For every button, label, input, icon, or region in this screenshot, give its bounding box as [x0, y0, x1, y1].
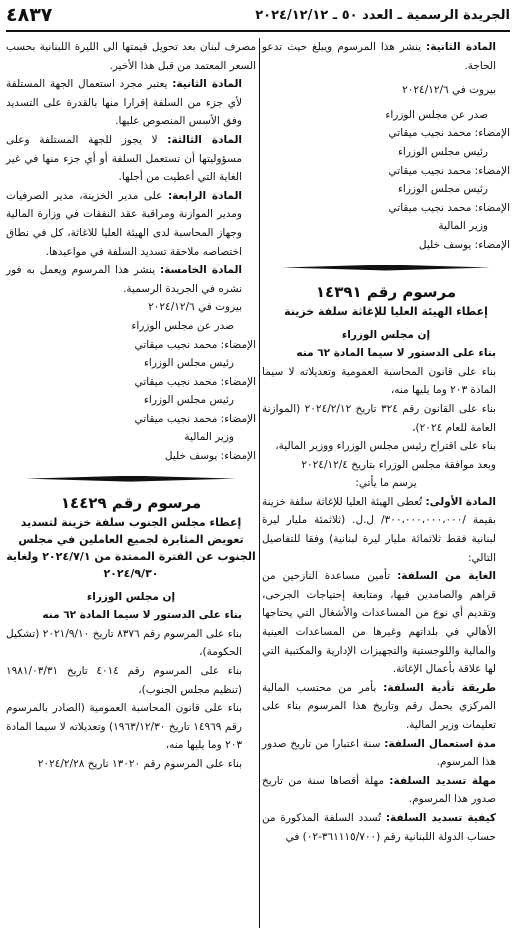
legal-basis: بناء على اقتراح رئيس مجلس الوزراء ووزير المالية،: [275, 440, 496, 453]
signature: الإمضاء: يوسف خليل: [164, 450, 256, 463]
signature: الإمضاء: محمد نجيب ميقاتي: [134, 412, 256, 425]
signature: الإمضاء: محمد نجيب ميقاتي: [388, 201, 510, 214]
clause-label: مدة استعمال السلفة:: [384, 737, 496, 750]
decree-title: إعطاء مجلس الجنوب سلفة خزينة لتسديد تعويض المثابرة لجميع العاملين في مجلس الجنوب عن الفترة الممتدة من ٢٠٢٤/٧/١ ولغاية ٢٠٢٤/٩/٣٠: [6, 515, 256, 580]
right-column: [262, 38, 510, 846]
page-header: [6, 4, 510, 32]
section-divider: [6, 470, 256, 488]
signatory-title: وزير المالية: [184, 431, 234, 444]
legal-basis: بناء على الدستور لا سيما المادة ٦٢ منه: [42, 609, 242, 622]
date-line: بيروت في ٢٠٢٤/١٢/٦: [402, 84, 496, 97]
article-label: المادة الثانية:: [426, 41, 496, 53]
article-text: يعتبر مجرد استعمال الجهة المستلفة لأي جزء من السلفة إقرارا منها بالقدرة على التسديد وفق الأسس المنصوص عليها.: [6, 78, 242, 128]
date-line: بيروت في ٢٠٢٤/١٢/٦: [148, 301, 242, 314]
article-text: ينشر هذا المرسوم ويعمل به فور نشره في الجريدة الرسمية.: [6, 264, 242, 295]
clause-text: تأمين مساعدة النازحين من قراهم والصامدين فيها، ومتابعة إحتياجات الجرحى، وتقديم أي نوع من المساعدات والأشغال التي يحتاجها الأهالي في بلداتهم وغيرها من المساعدات العينية والمالية واللوجستية والتجهيزات الإدارية والمكتبية التي لها علاقة بأعمال الإغاثة.: [262, 570, 496, 676]
article-label: المادة الأولى:: [425, 495, 496, 508]
clause-label: مهلة تسديد السلفة:: [389, 774, 496, 787]
left-column: [6, 38, 256, 774]
article-two-body: ينشر هذا المرسوم ويبلغ حيث تدعو الحاجة.: [262, 41, 496, 72]
clause-label: الغاية من السلفة:: [397, 570, 496, 583]
signatory-title: رئيس مجلس الوزراء: [143, 357, 234, 370]
council-heading: إن مجلس الوزراء: [86, 590, 176, 603]
legal-basis: وبعد موافقة مجلس الوزراء بتاريخ ٢٠٢٤/١٢/٤: [301, 458, 496, 471]
legal-basis: بناء على المرسوم رقم ١٣٠٢٠ تاريخ ٢٠٢٤/٢/٢٨: [37, 758, 242, 770]
signature: الإمضاء: محمد نجيب ميقاتي: [134, 375, 256, 388]
section-divider: [262, 259, 510, 277]
paragraph: مصرف لبنان بعد تحويل قيمتها الى الليرة اللبنانية بحسب السعر المعتمد من قبل هذا الأخير.: [6, 41, 256, 72]
article-label: المادة الثانية:: [172, 78, 242, 91]
clause-text: سنة اعتبارا من تاريخ صدور هذا المرسوم.: [262, 737, 496, 769]
gazette-title: الجريدة الرسمية ـ العدد ٥٠ ـ ٢٠٢٤/١٢/١٢: [255, 8, 510, 23]
clause-text: تُسدد السلفة المذكورة من حساب الدولة اللبنانية رقم (٣٦١١١٥/٧٠٠-٠٢) في: [262, 811, 496, 843]
signature: الإمضاء: محمد نجيب ميقاتي: [388, 127, 510, 140]
legal-basis: بناء على القانون رقم ٣٢٤ تاريخ ٢٠٢٤/٢/١٢ (الموازنة العامة للعام ٢٠٢٤)،: [262, 402, 496, 434]
signatory-title: رئيس مجلس الوزراء: [143, 394, 234, 407]
article-label: المادة الخامسة:: [159, 264, 242, 277]
article-text: على مدير الخزينة، مدير الصرفيات ومدير الموازنة ومراقبة عقد النفقات في وزارة المالية وجهاز المحاسبة لدى الهيئة العليا للاغاثة، كل في نطاق اختصاصه ملاحقة تسديد السلفة في مواعيدها.: [6, 189, 242, 258]
legal-basis: بناء على الدستور لا سيما المادة ٦٢ منه: [296, 347, 496, 360]
signatory-title: رئيس مجلس الوزراء: [397, 183, 488, 196]
page-number: ٤٨٣٧: [6, 4, 53, 26]
issued-line: صدر عن مجلس الوزراء: [131, 319, 234, 332]
legal-basis: بناء على قانون المحاسبة العمومية وتعديلاته لا سيما المادة ٢٠٣ وما يليها منه،: [262, 365, 496, 397]
decrees-line: يرسم ما يأتي:: [355, 477, 417, 490]
column-divider: [259, 38, 260, 928]
signatory-title: وزير المالية: [438, 220, 488, 233]
legal-basis: بناء على قانون المحاسبة العمومية (الصادر بالمرسوم رقم ١٤٩٦٩ تاريخ ١٩٦٣/١٢/٣٠) وتعديلاته لا سيما المادة ٢٠٣ وما يليها منه،: [6, 702, 243, 752]
article-text: لا يجوز للجهة المستلفة وعلى مسؤوليتها أن تستعمل السلفة أو أي جزء منها في غير الغاية التي أعطيت من أجلها.: [6, 133, 242, 184]
decree-number: مرسوم رقم ١٤٤٢٩: [60, 493, 202, 512]
article-label: المادة الثالثة:: [167, 133, 242, 146]
decree-number: مرسوم رقم ١٤٣٩١: [315, 282, 457, 301]
clause-label: طريقة تأدية السلفة:: [383, 681, 496, 694]
legal-basis: بناء على المرسوم رقم ٤٠١٤ تاريخ ١٩٨١/٠٣/٣١ (تنظيم مجلس الجنوب)،: [6, 665, 242, 696]
legal-basis: بناء على المرسوم رقم ٨٣٧٦ تاريخ ٢٠٢١/٩/١٠ (تشكيل الحكومة)،: [6, 627, 242, 659]
council-heading: إن مجلس الوزراء: [341, 328, 431, 341]
article-label: المادة الرابعة:: [167, 189, 243, 202]
signature: الإمضاء: محمد نجيب ميقاتي: [134, 338, 256, 351]
decree-title: إعطاء الهيئة العليا للإغاثة سلفة خزينة: [284, 304, 488, 318]
clause-label: كيفية تسديد السلفة:: [385, 811, 496, 824]
article-text: تُعطى الهيئة العليا للإغاثة سلفة خزينة بقيمة /٣٠٠،٠٠٠،٠٠٠،٠٠٠/ ل.ل. (ثلاثمئة مليار ليرة لبنانية فقط ثلاثمائة مليار ليرة لبنانية) وفقا للتفاصيل التالي:: [262, 495, 496, 564]
clause-text: بأمر من محتسب المالية المركزي يحمل رقم وتاريخ هذا المرسوم بناء على تعليمات وزير المالية.: [262, 681, 496, 731]
signatory-title: رئيس مجلس الوزراء: [397, 145, 488, 158]
signature: الإمضاء: محمد نجيب ميقاتي: [388, 164, 510, 177]
clause-text: مهلة أقصاها سنة من تاريخ صدور هذا المرسوم.: [262, 774, 496, 806]
issued-line: صدر عن مجلس الوزراء: [385, 108, 488, 121]
signature: الإمضاء: يوسف خليل: [418, 238, 510, 251]
